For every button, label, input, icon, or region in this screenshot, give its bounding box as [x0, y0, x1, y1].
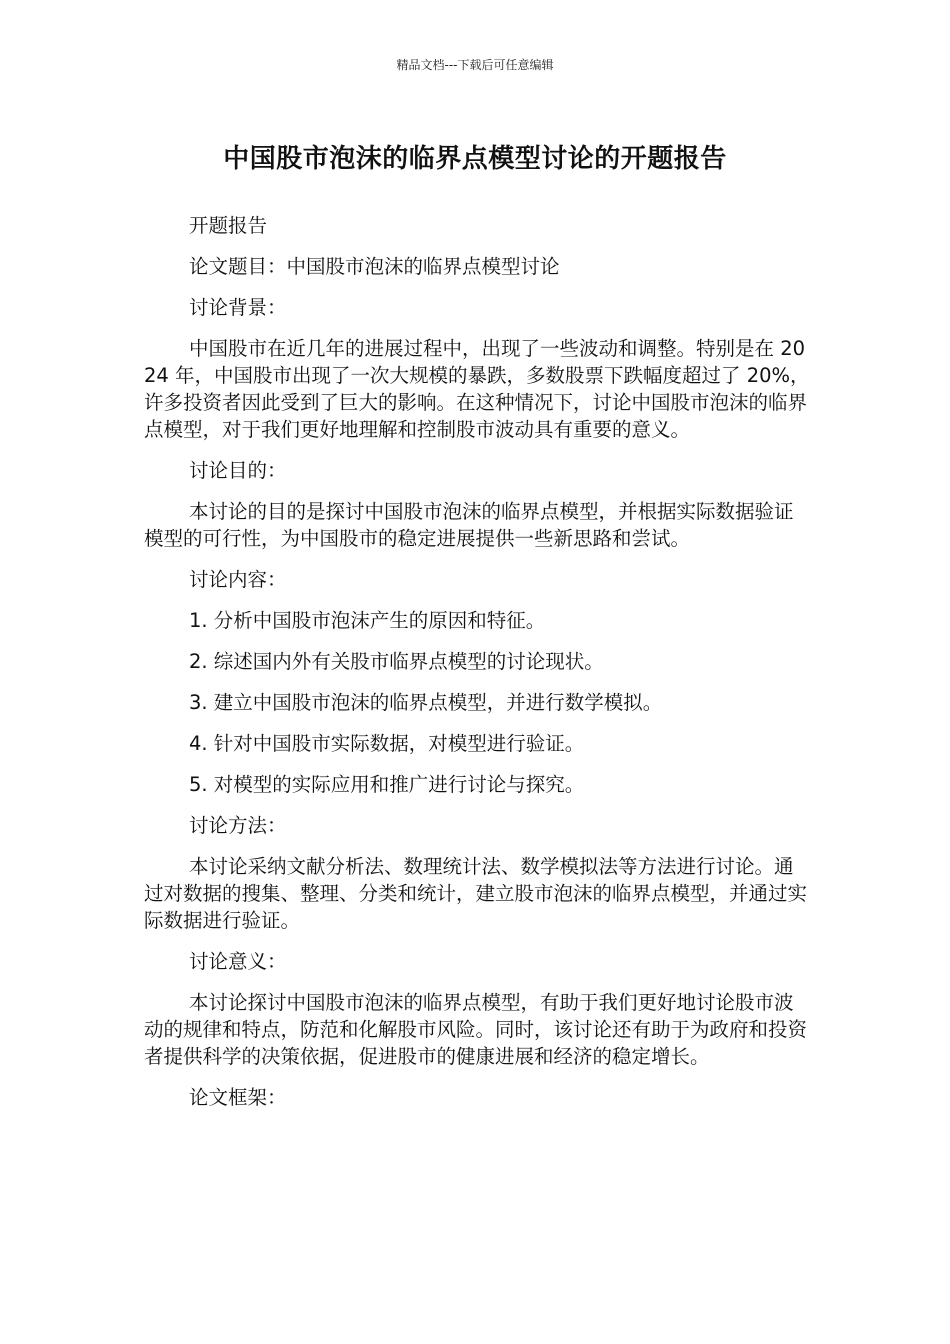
content-item-5: 5. 对模型的实际应用和推广进行讨论与探究。 — [189, 773, 585, 796]
paragraph-significance: 本讨论探讨中国股市泡沫的临界点模型，有助于我们更好地讨论股市波动的规律和特点，防范和化解股市风险。同时，该讨论还有助于为政府和投资者提供科学的决策依据，促进股市的健康进展和经济的稳定增长。 — [144, 991, 808, 1068]
document-body — [144, 212, 812, 1125]
heading-framework: 论文框架： — [189, 1086, 287, 1109]
heading-method: 讨论方法： — [189, 814, 287, 837]
content-item-4: 4. 针对中国股市实际数据，对模型进行验证。 — [189, 732, 585, 755]
heading-purpose: 讨论目的： — [189, 459, 287, 482]
paragraph-report-label: 开题报告 — [189, 214, 268, 237]
content-item-3: 3. 建立中国股市泡沫的临界点模型，并进行数学模拟。 — [189, 691, 663, 714]
heading-background: 讨论背景： — [189, 296, 287, 319]
content-item-1: 1. 分析中国股市泡沫产生的原因和特征。 — [189, 609, 546, 632]
paragraph-thesis-topic: 论文题目：中国股市泡沫的临界点模型讨论 — [189, 255, 560, 278]
paragraph-method: 本讨论采纳文献分析法、数理统计法、数学模拟法等方法进行讨论。通过对数据的搜集、整理、分类和统计，建立股市泡沫的临界点模型，并通过实际数据进行验证。 — [144, 855, 808, 932]
heading-significance: 讨论意义： — [189, 950, 287, 973]
paragraph-background: 中国股市在近几年的进展过程中，出现了一些波动和调整。特别是在 2024 年，中国股市出现了一次大规模的暴跌，多数股票下跌幅度超过了 20%，许多投资者因此受到了巨大的影响。在这种情况下，讨论中国股市泡沫的临界点模型，对于我们更好地理解和控制股市波动具有重要的意义。 — [144, 337, 810, 441]
heading-content: 讨论内容： — [189, 568, 287, 591]
content-item-2: 2. 综述国内外有关股市临界点模型的讨论现状。 — [189, 650, 604, 673]
paragraph-purpose: 本讨论的目的是探讨中国股市泡沫的临界点模型，并根据实际数据验证模型的可行性，为中国股市的稳定进展提供一些新思路和尝试。 — [144, 500, 794, 550]
header-note: 精品文档---下载后可任意编辑 — [396, 58, 554, 72]
document-title: 中国股市泡沫的临界点模型讨论的开题报告 — [223, 144, 727, 174]
